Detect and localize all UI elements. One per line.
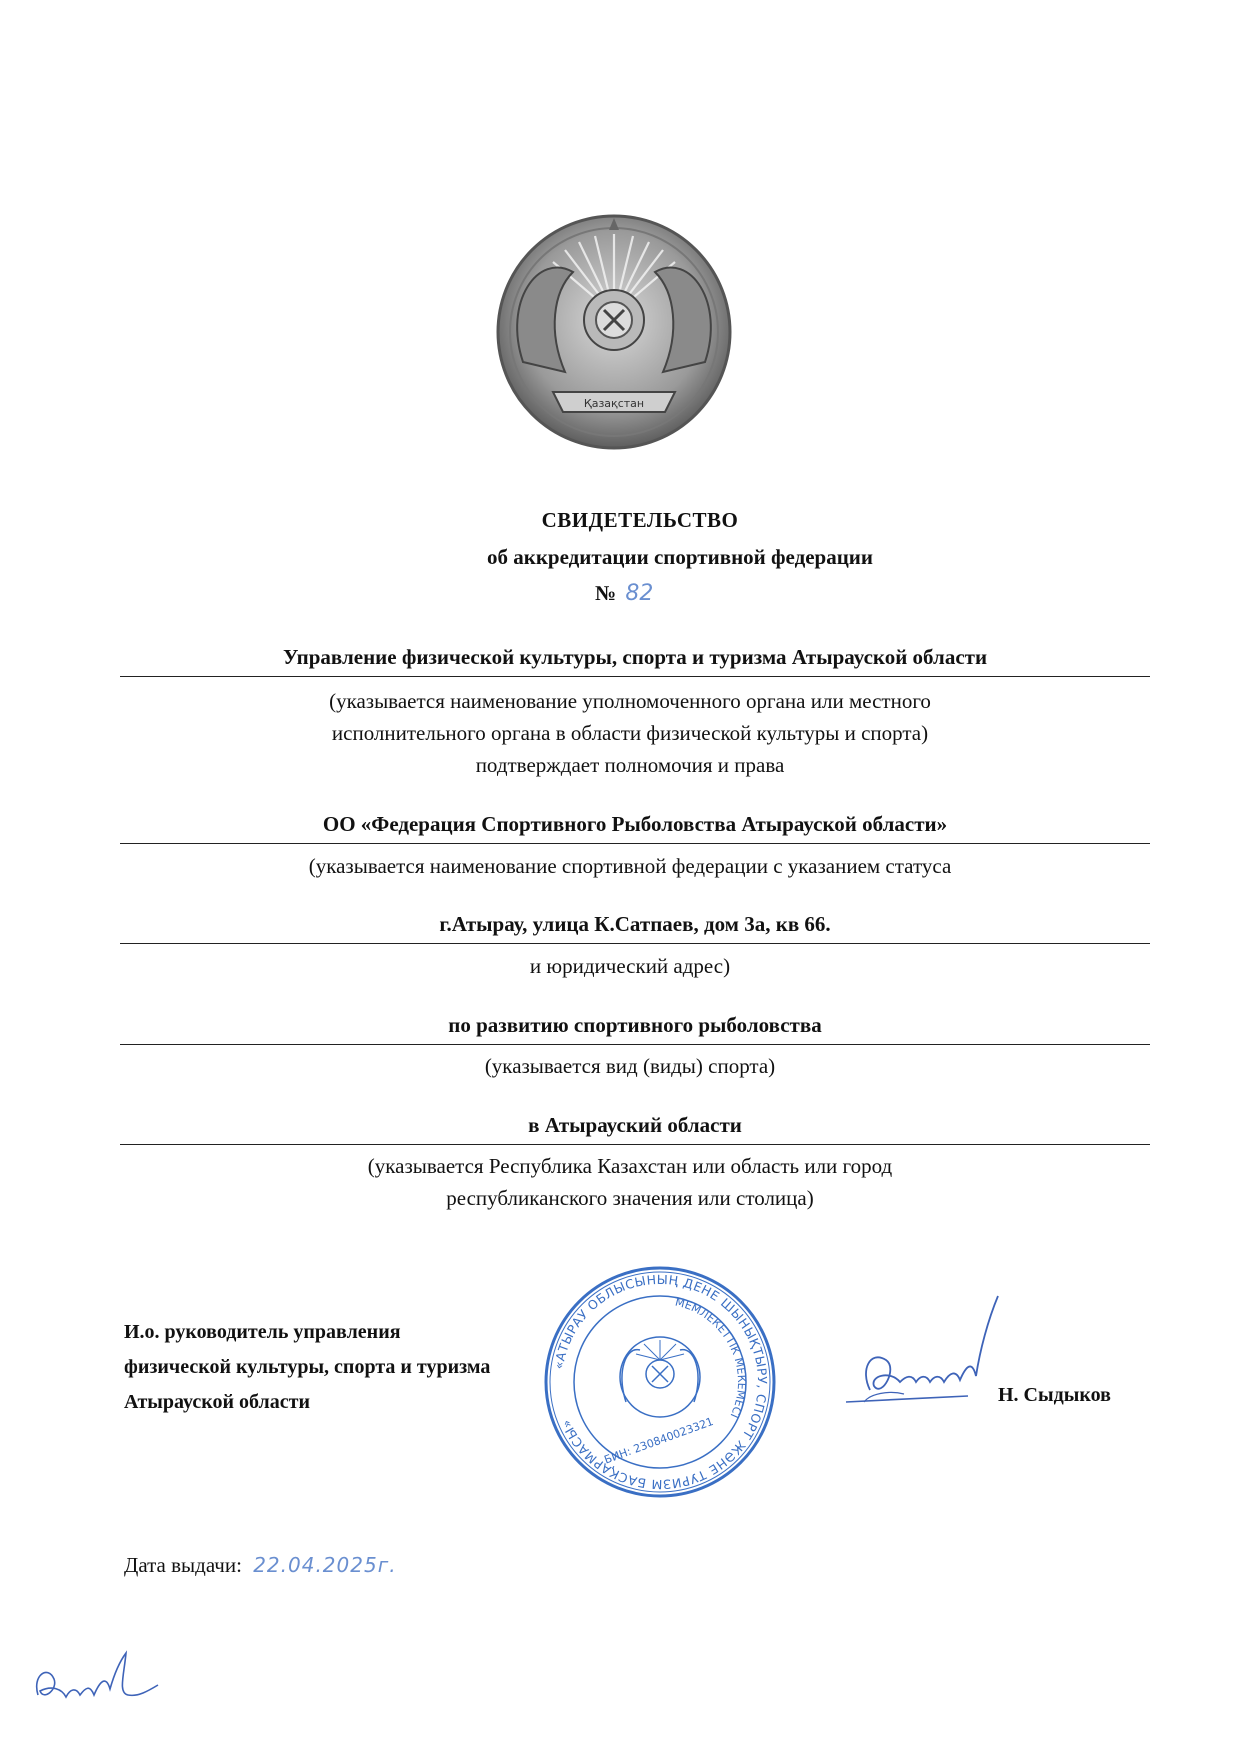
sport-field (120, 1013, 1150, 1045)
region-value: в Атырауский области (528, 1113, 742, 1137)
sport-underline (120, 1044, 1150, 1045)
region-caption (160, 1150, 1100, 1214)
authority-caption-line3: подтверждает полномочия и права (475, 753, 785, 777)
authority-value: Управление физической культуры, спорта и туризма Атырауской области (282, 645, 988, 669)
emblem-label: Қазақстан (583, 397, 645, 410)
signatory-position-line1: И.о. руководитель управления (124, 1321, 401, 1343)
authority-caption (160, 685, 1100, 781)
federation-caption: (указывается наименование спортивной федерации с указанием статуса (308, 854, 952, 878)
document-subtitle: об аккредитации спортивной федерации (486, 545, 874, 569)
number-label: № (595, 581, 617, 605)
official-stamp-icon (540, 1262, 780, 1502)
address-value: г.Атырау, улица К.Сатпаев, дом 3а, кв 66. (439, 912, 831, 936)
stamp-inner-text: МЕМЛЕКЕТТІК МЕКЕМЕСІ (673, 1295, 749, 1420)
signatory-position-line2: физической культуры, спорта и туризма (124, 1356, 491, 1378)
authority-underline (120, 676, 1150, 677)
region-caption-line1: (указывается Республика Казахстан или область или город (367, 1154, 893, 1178)
stamp-bin: БИН: 230840023321 (602, 1414, 716, 1467)
document-title: СВИДЕТЕЛЬСТВО (541, 508, 739, 532)
issue-date-label: Дата выдачи: (124, 1553, 242, 1577)
sport-value: по развитию спортивного рыболовства (448, 1013, 822, 1037)
address-field (120, 912, 1150, 944)
address-underline (120, 943, 1150, 944)
stamp-outer-text: «АТЫРАУ ОБЛЫСЫНЫҢ ДЕНЕ ШЫНЫҚТЫРУ, СПОРТ ЖӘНЕ ТУРИЗМ БАСҚАРМАСЫ» (550, 1271, 771, 1493)
region-field (120, 1113, 1150, 1145)
authority-field (120, 645, 1150, 677)
issue-date-handwritten: 22.04.2025г. (253, 1553, 397, 1577)
authority-caption-line2: исполнительного органа в области физической культуры и спорта) (331, 721, 929, 745)
federation-value: ОО «Федерация Спортивного Рыболовства Атырауской области» (322, 812, 948, 836)
issue-date (124, 1553, 397, 1578)
region-caption-line2: республиканского значения или столица) (446, 1186, 814, 1210)
number-handwritten-value: 82 (625, 581, 654, 606)
handwritten-initials-icon (28, 1645, 168, 1725)
sport-caption: (указывается вид (виды) спорта) (484, 1054, 776, 1078)
signer-name: Н. Сыдыков (998, 1384, 1111, 1406)
signatory-position-line3: Атырауской области (124, 1391, 310, 1413)
federation-field (120, 812, 1150, 844)
signatory-position (124, 1315, 490, 1420)
federation-underline (120, 843, 1150, 844)
authority-caption-line1: (указывается наименование уполномоченного органа или местного (329, 689, 931, 713)
certificate-number (595, 581, 795, 606)
signature-icon (840, 1290, 1020, 1430)
kazakhstan-state-emblem-icon (493, 212, 735, 452)
region-underline (120, 1144, 1150, 1145)
address-caption: и юридический адрес) (529, 954, 731, 978)
